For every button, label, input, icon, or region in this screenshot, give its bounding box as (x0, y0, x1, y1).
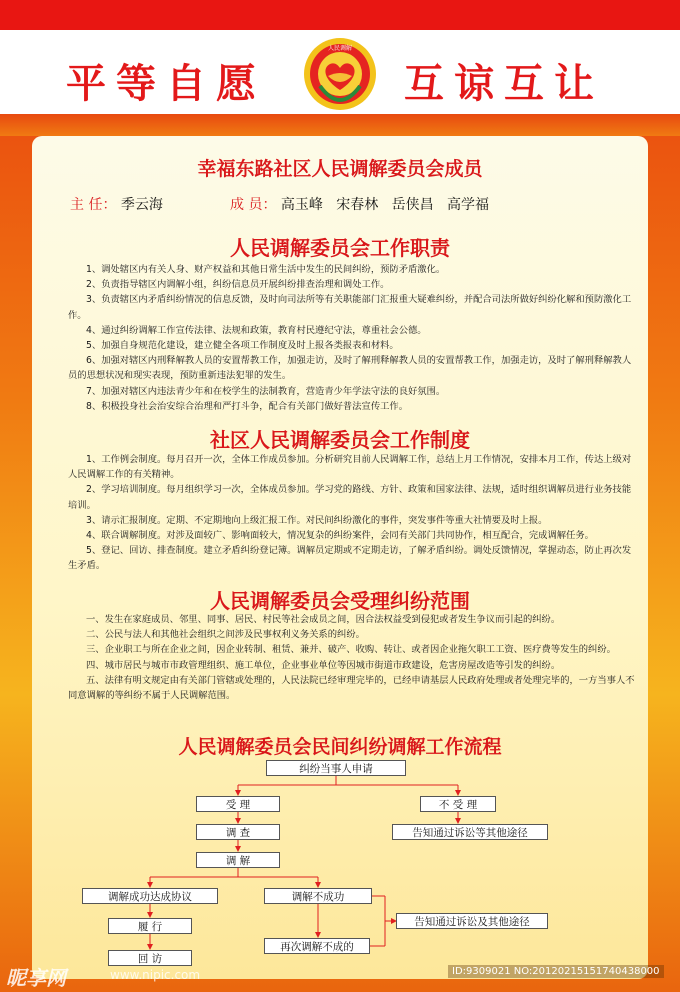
page-title: 幸福东路社区人民调解委员会成员 (197, 158, 483, 180)
list-item: 2、学习培训制度。每月组织学习一次，全体成员参加。学习党的路线、方针、政策和国家法律、法规，适时组织调解员进行业务技能培训。 (68, 484, 632, 511)
list-item: 5、加强自身规范化建设，建立健全各项工作制度及时上报各类报表和材料。 (86, 340, 399, 352)
list-item: 1、调处辖区内有关人身、财产权益和其他日常生活中发生的民间纠纷，预防矛盾激化。 (86, 264, 446, 275)
flow-notify-2: 告知通过诉讼及其他途径 (396, 913, 548, 929)
watermark-url: www.nipic.com (110, 968, 201, 982)
flow-fail: 调解不成功 (264, 888, 372, 904)
list-item: 6、加强对辖区内刑释解教人员的安置帮教工作，加强走访，及时了解刑释解教人员的安置帮教工作，加强走访，及时了解刑释解教人员的思想状况和现实表现，预防重新违法犯罪的发生。 (68, 355, 632, 382)
flow-accept: 受 理 (196, 796, 280, 812)
flow-apply: 纠纷当事人申请 (266, 760, 406, 776)
list-item: 2、负责指导辖区内调解小组，纠纷信息员开展纠纷排查治理和调处工作。 (86, 279, 390, 291)
list-item: 四、城市居民与城市市政管理组织、施工单位，企业事业单位等因城市街道市政建设，危害房屋改造等引发的纠纷。 (86, 659, 561, 671)
logo-text: 人民调解 (327, 45, 353, 52)
list-item: 4、通过纠纷调解工作宣传法律、法规和政策，教育村民遵纪守法，尊重社会公德。 (86, 324, 427, 336)
system-heading: 社区人民调解委员会工作制度 (210, 428, 470, 452)
flow-perform: 履 行 (108, 918, 192, 934)
director-name: 季云海 (120, 197, 163, 213)
flow-success: 调解成功达成协议 (82, 888, 218, 904)
flow-mediate: 调 解 (196, 852, 280, 868)
members-names: 高玉峰 宋春林 岳侠昌 高学福 (280, 197, 489, 213)
watermark-id: ID:9309021 NO:20120215151740438000 (448, 965, 664, 978)
flow-notify-1: 告知通过诉讼等其他途径 (392, 824, 548, 840)
watermark-site: 昵享网 (6, 966, 66, 990)
banner-right-slogan: 互谅互让 (404, 61, 604, 107)
list-item: 1、工作例会制度。每月召开一次，全体工作成员参加。分析研究目前人民调解工作，总结上月工作情况，安排本月工作，传达上级对人民调解工作的有关精神。 (68, 454, 632, 481)
list-item: 3、负责辖区内矛盾纠纷情况的信息反馈，及时向司法所等有关职能部门汇报重大疑难纠纷，并配合司法所做好纠纷化解和预防激化工作。 (68, 294, 632, 321)
flow-reject: 不 受 理 (420, 796, 496, 812)
list-item: 一、发生在家庭成员、邻里、同事、居民、村民等社会成员之间，因合法权益受到侵犯或者发生争议而引起的纠纷。 (86, 614, 561, 625)
scope-heading: 人民调解委员会受理纠纷范围 (210, 589, 470, 613)
list-item: 二、公民与法人和其他社会组织之间涉及民事权利义务关系的纠纷。 (86, 629, 365, 641)
flow-heading: 人民调解委员会民间纠纷调解工作流程 (178, 736, 502, 758)
list-item: 8、积极投身社会治安综合治理和严打斗争，配合有关部门做好普法宣传工作。 (86, 400, 409, 412)
flow-investigate: 调 查 (196, 824, 280, 840)
list-item: 三、企业职工与所在企业之间，因企业转制、租赁、兼并、破产、收购、转让、或者因企业拖欠职工工资、医疗费等发生的纠纷。 (86, 644, 616, 656)
duties-heading: 人民调解委员会工作职责 (230, 236, 450, 260)
list-item: 五、法律有明文规定由有关部门管辖或处理的，人民法院已经审理完毕的，已经申请基层人民政府处理或者处理完毕的，一方当事人不同意调解的等纠纷不属于人民调解范围。 (68, 674, 635, 702)
list-item: 4、联合调解制度。对涉及面较广、影响面较大，情况复杂的纠纷案件，会同有关部门共同协作，相互配合，完成调解任务。 (86, 530, 594, 542)
list-item: 7、加强对辖区内违法青少年和在校学生的法制教育，营造青少年学法守法的良好氛围。 (86, 385, 446, 397)
list-item: 3、请示汇报制度。定期、不定期地向上级汇报工作。对民间纠纷激化的事件，突发事件等重大社情要及时上报。 (86, 514, 548, 526)
members-label: 成 员： (230, 197, 277, 213)
flow-fail-again: 再次调解不成的 (264, 938, 370, 954)
list-item: 5、登记、回访、排查制度。建立矛盾纠纷登记簿。调解员定期或不定期走访，了解矛盾纠纷。调处反馈情况，掌握动态，防止再次发生矛盾。 (68, 545, 632, 572)
banner-left-slogan: 平等自愿 (66, 61, 266, 107)
flow-revisit: 回 访 (108, 950, 192, 966)
director-label: 主 任： (70, 197, 117, 213)
